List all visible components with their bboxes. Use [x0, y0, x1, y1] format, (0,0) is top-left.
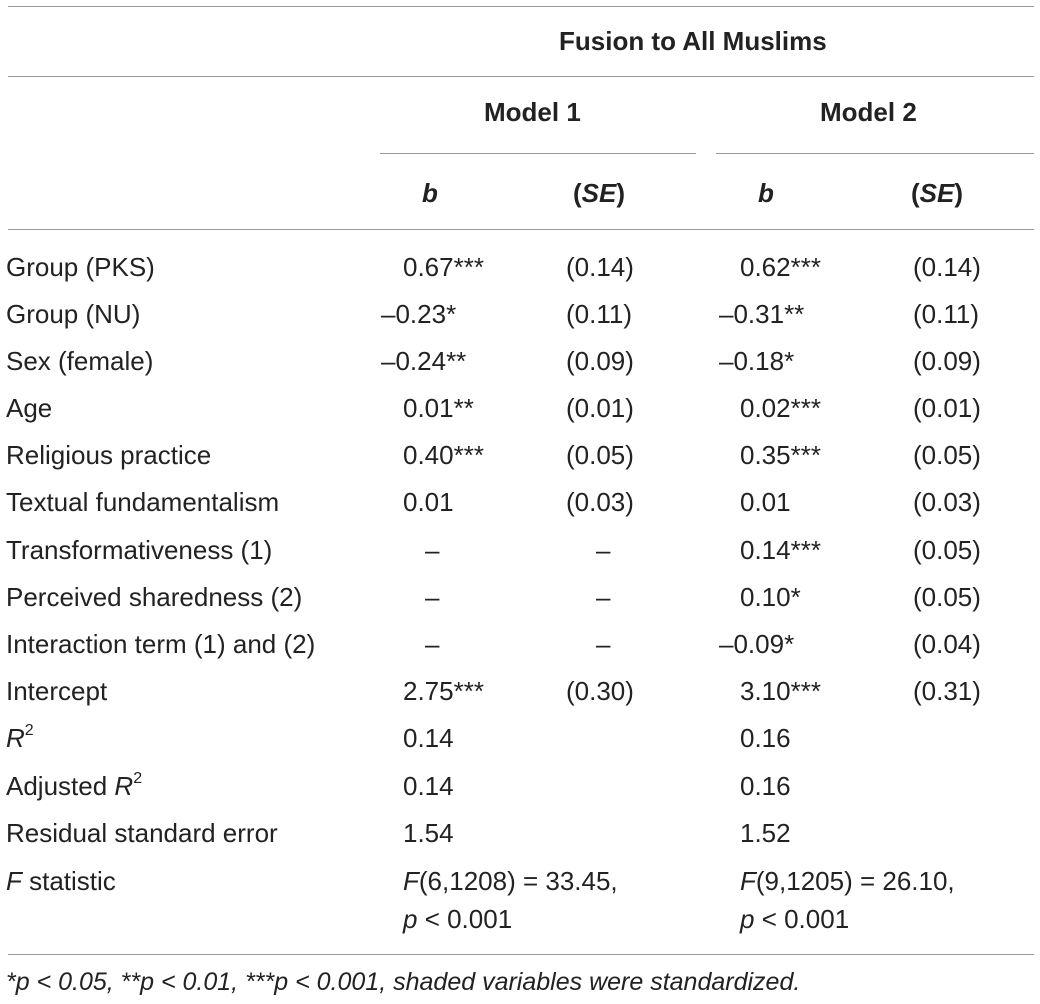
table-footnote: *p < 0.05, **p < 0.01, ***p < 0.001, shaded variables were standardized. — [6, 968, 801, 996]
m1-se: (0.01) — [566, 393, 634, 423]
m1-b: 0.67*** — [403, 252, 484, 282]
m1-b: –0.24** — [381, 346, 467, 376]
m2-se: (0.05) — [913, 440, 981, 470]
m1-se: – — [596, 629, 611, 659]
row-label: Perceived sharedness (2) — [6, 582, 303, 612]
m1-se: (0.30) — [566, 676, 634, 706]
model2-rule — [716, 153, 1034, 154]
model1-header: Model 1 — [484, 97, 581, 127]
row-label: Interaction term (1) and (2) — [6, 629, 316, 659]
group-title: Fusion to All Muslims — [559, 26, 827, 56]
m2-se: (0.04) — [913, 629, 981, 659]
row-label: Group (NU) — [6, 299, 141, 329]
row-label: Intercept — [6, 676, 108, 706]
m2-se: (0.03) — [913, 487, 981, 517]
model2-header: Model 2 — [820, 97, 917, 127]
m1-value: 0.14 — [403, 771, 454, 801]
m2-p-value: p < 0.001 — [740, 904, 850, 934]
m1-se: – — [596, 535, 611, 565]
m2-f-value: F(9,1205) = 26.10, — [740, 866, 955, 896]
m2-b: 0.62*** — [740, 252, 821, 282]
m2-b: 0.14*** — [740, 535, 821, 565]
model1-b-header: b — [422, 178, 438, 208]
m2-se: (0.05) — [913, 582, 981, 612]
m2-b: 0.01 — [740, 487, 791, 517]
m1-b: 0.40*** — [403, 440, 484, 470]
row-label: Transformativeness (1) — [6, 535, 273, 565]
row-label: Group (PKS) — [6, 252, 155, 282]
top-rule — [8, 6, 1034, 7]
m2-se: (0.14) — [913, 252, 981, 282]
m2-se: (0.05) — [913, 535, 981, 565]
m1-value: 1.54 — [403, 818, 454, 848]
m1-f-value: F(6,1208) = 33.45, — [403, 866, 618, 896]
model2-se-header: (SE) — [911, 178, 964, 208]
row-label: Age — [6, 393, 53, 423]
row-label: Residual standard error — [6, 818, 278, 848]
row-label: Adjusted $R^2$ — [6, 770, 143, 801]
m2-se: (0.31) — [913, 676, 981, 706]
m1-b: – — [425, 582, 440, 612]
m2-se: (0.09) — [913, 346, 981, 376]
row-label: Religious practice — [6, 440, 212, 470]
m2-b: 3.10*** — [740, 676, 821, 706]
m2-se: (0.11) — [913, 299, 979, 329]
header-bottom-rule — [8, 229, 1034, 230]
group-rule — [8, 76, 1034, 77]
m1-se: (0.11) — [566, 299, 632, 329]
m1-se: (0.05) — [566, 440, 634, 470]
model1-rule — [380, 153, 696, 154]
m2-b: 0.10* — [740, 582, 801, 612]
m2-b: 0.35*** — [740, 440, 821, 470]
m1-b: 2.75*** — [403, 676, 484, 706]
table-bottom-rule — [8, 954, 1034, 955]
row-label: F statistic — [6, 866, 116, 896]
m2-value: 0.16 — [740, 771, 791, 801]
m2-b: –0.18* — [719, 346, 795, 376]
m2-b: –0.09* — [719, 629, 795, 659]
row-label: Textual fundamentalism — [6, 487, 280, 517]
m1-b: –0.23* — [381, 299, 457, 329]
m1-se: (0.03) — [566, 487, 634, 517]
m2-value: 1.52 — [740, 818, 791, 848]
m1-b: – — [425, 535, 440, 565]
model1-se-header: (SE) — [573, 178, 626, 208]
m1-se: – — [596, 582, 611, 612]
model2-b-header: b — [758, 178, 774, 208]
m1-se: (0.14) — [566, 252, 634, 282]
row-label: Sex (female) — [6, 346, 154, 376]
row-label: $R^2$ — [6, 722, 34, 753]
m2-se: (0.01) — [913, 393, 981, 423]
m2-b: 0.02*** — [740, 393, 821, 423]
m1-value: 0.14 — [403, 723, 454, 753]
m1-b: 0.01 — [403, 487, 454, 517]
m1-b: – — [425, 629, 440, 659]
m1-se: (0.09) — [566, 346, 634, 376]
m1-b: 0.01** — [403, 393, 474, 423]
m2-b: –0.31** — [719, 299, 805, 329]
m2-value: 0.16 — [740, 723, 791, 753]
m1-p-value: p < 0.001 — [403, 904, 513, 934]
